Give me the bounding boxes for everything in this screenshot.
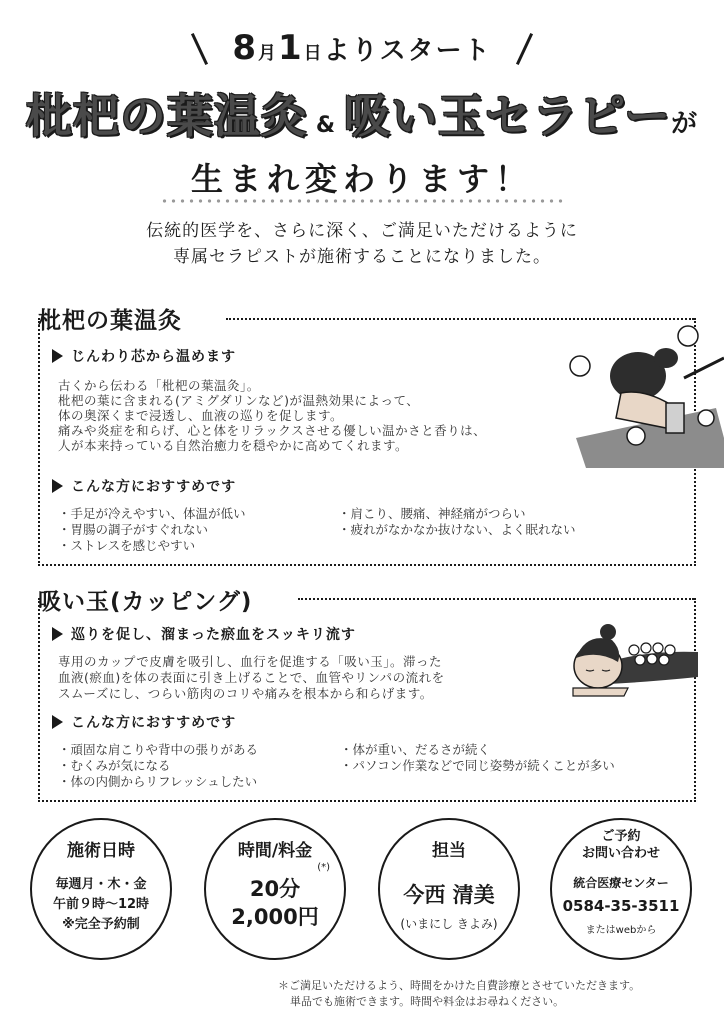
biwa-sub2-label: こんな方におすすめです bbox=[71, 479, 237, 495]
moxibustion-illustration bbox=[566, 318, 724, 468]
footnote bbox=[278, 978, 640, 1010]
contact-web: またはwebから bbox=[585, 925, 657, 936]
biwa-sub2 bbox=[52, 476, 236, 496]
schedule-hours: 午前９時〜12時 bbox=[52, 897, 150, 912]
biwa-sub1 bbox=[52, 346, 236, 366]
triangle-bullet-icon bbox=[52, 715, 63, 729]
footnote-line-2: 単品でも施術できます。時間や料金はお尋ねください。 bbox=[290, 995, 565, 1008]
list-item: ・手足が冷えやすい、体温が低い bbox=[58, 506, 246, 521]
cupping-recommend-left bbox=[58, 742, 258, 790]
main-title bbox=[0, 80, 724, 146]
price-amount: 2,000円 bbox=[231, 905, 319, 929]
biwa-recommend-left bbox=[58, 506, 246, 554]
biwa-para-line: 体の奥深くまで浸透し、血液の巡りを促します。 bbox=[58, 408, 344, 423]
title-ga: が bbox=[671, 109, 699, 139]
footnote-line-1: ＊ご満足いただけるよう、時間をかけた自費診療とさせていただきます。 bbox=[278, 979, 641, 992]
start-day-unit: 日 bbox=[303, 43, 324, 64]
staff-circle bbox=[378, 818, 520, 960]
price-title: 時間/料金 bbox=[237, 841, 313, 861]
contact-circle bbox=[550, 818, 692, 960]
triangle-bullet-icon bbox=[52, 627, 63, 641]
staff-kana: (いまにし きよみ) bbox=[400, 917, 498, 931]
cupping-para-line: 専用のカップで皮膚を吸引し、血行を促進する「吸い玉」。滞った bbox=[58, 654, 443, 669]
biwa-para-line: 痛みや炎症を和らげ、心と体をリラックスさせる優しい温かさと香りは、 bbox=[58, 423, 487, 438]
start-month: 8 bbox=[232, 28, 258, 68]
staff-title: 担当 bbox=[432, 841, 466, 861]
cupping-sub1 bbox=[52, 624, 356, 644]
cupping-recommend-right bbox=[340, 742, 615, 774]
schedule-body bbox=[32, 875, 170, 935]
list-item: ・疲れがなかなか抜けない、よく眠れない bbox=[338, 522, 576, 537]
cupping-illustration bbox=[568, 622, 698, 702]
contact-title bbox=[552, 828, 690, 862]
title-biwa: 枇杷の葉温灸 bbox=[25, 89, 308, 143]
schedule-title: 施術日時 bbox=[67, 841, 135, 861]
contact-org: 統合医療センター bbox=[573, 876, 669, 890]
biwa-heading: 枇杷の葉温灸 bbox=[38, 308, 182, 334]
start-month-unit: 月 bbox=[257, 43, 278, 64]
price-body bbox=[206, 875, 344, 931]
biwa-para-line: 人が本来持っている自然治癒力を穏やかに高めてくれます。 bbox=[58, 438, 409, 453]
biwa-sub1-label: じんわり芯から温めます bbox=[71, 349, 236, 365]
list-item: ・ストレスを感じやすい bbox=[58, 538, 196, 553]
price-duration: 20分 bbox=[249, 877, 301, 901]
title-amp: & bbox=[315, 113, 336, 138]
slash-left-decoration bbox=[191, 33, 208, 65]
cupping-sub1-label: 巡りを促し、溜まった瘀血をスッキリ流す bbox=[71, 627, 356, 643]
cupping-sub2 bbox=[52, 712, 236, 732]
biwa-para-line: 枇杷の葉に含まれる(アミグダリンなど)が温熱効果によって、 bbox=[58, 393, 420, 408]
biwa-description bbox=[58, 378, 486, 453]
lead-text bbox=[0, 218, 724, 270]
headline bbox=[0, 28, 724, 200]
dotted-divider bbox=[160, 199, 564, 203]
cupping-para-line: スムーズにし、つらい筋肉のコリや痛みを根本から和らげます。 bbox=[58, 686, 433, 701]
staff-name: 今西 清美 bbox=[403, 883, 495, 907]
list-item: ・肩こり、腰痛、神経痛がつらい bbox=[338, 506, 526, 521]
cupping-heading: 吸い玉(カッピング) bbox=[38, 589, 253, 615]
lead-line-1: 伝統的医学を、さらに深く、ご満足いただけるように bbox=[146, 221, 578, 241]
list-item: ・胃腸の調子がすぐれない bbox=[58, 522, 209, 537]
list-item: ・体が重い、だるさが続く bbox=[340, 742, 491, 757]
contact-title-line2: お問い合わせ bbox=[581, 846, 660, 861]
biwa-para-line: 古くから伝わる「枇杷の葉温灸」。 bbox=[58, 378, 260, 393]
cupping-para-line: 血液(瘀血)を体の表面に引き上げることで、血管やリンパの流れを bbox=[58, 670, 445, 685]
cupping-description bbox=[58, 654, 445, 702]
price-circle bbox=[204, 818, 346, 960]
list-item: ・体の内側からリフレッシュしたい bbox=[58, 774, 258, 789]
list-item: ・頑固な肩こりや背中の張りがある bbox=[58, 742, 259, 757]
contact-title-line1: ご予約 bbox=[601, 829, 641, 844]
contact-phone[interactable]: 0584-35-3511 bbox=[562, 897, 680, 915]
schedule-days: 毎週月・木・金 bbox=[55, 877, 147, 892]
lead-line-2: 専属セラピストが施術することになりました。 bbox=[173, 247, 551, 267]
schedule-circle bbox=[30, 818, 172, 960]
start-date bbox=[232, 28, 491, 68]
triangle-bullet-icon bbox=[52, 479, 63, 493]
list-item: ・むくみが気になる bbox=[58, 758, 171, 773]
cupping-sub2-label: こんな方におすすめです bbox=[71, 715, 237, 731]
schedule-note: ※完全予約制 bbox=[62, 917, 140, 932]
start-text: よりスタート bbox=[323, 36, 492, 66]
start-day: 1 bbox=[277, 28, 304, 68]
biwa-recommend-right bbox=[338, 506, 576, 538]
price-mark: (*) bbox=[317, 862, 330, 873]
list-item: ・パソコン作業などで同じ姿勢が続くことが多い bbox=[340, 758, 615, 773]
slash-right-decoration bbox=[516, 33, 533, 65]
sub-title: 生まれ変わります！ bbox=[190, 160, 533, 198]
title-cupping: 吸い玉セラピー bbox=[344, 89, 672, 143]
triangle-bullet-icon bbox=[52, 349, 63, 363]
